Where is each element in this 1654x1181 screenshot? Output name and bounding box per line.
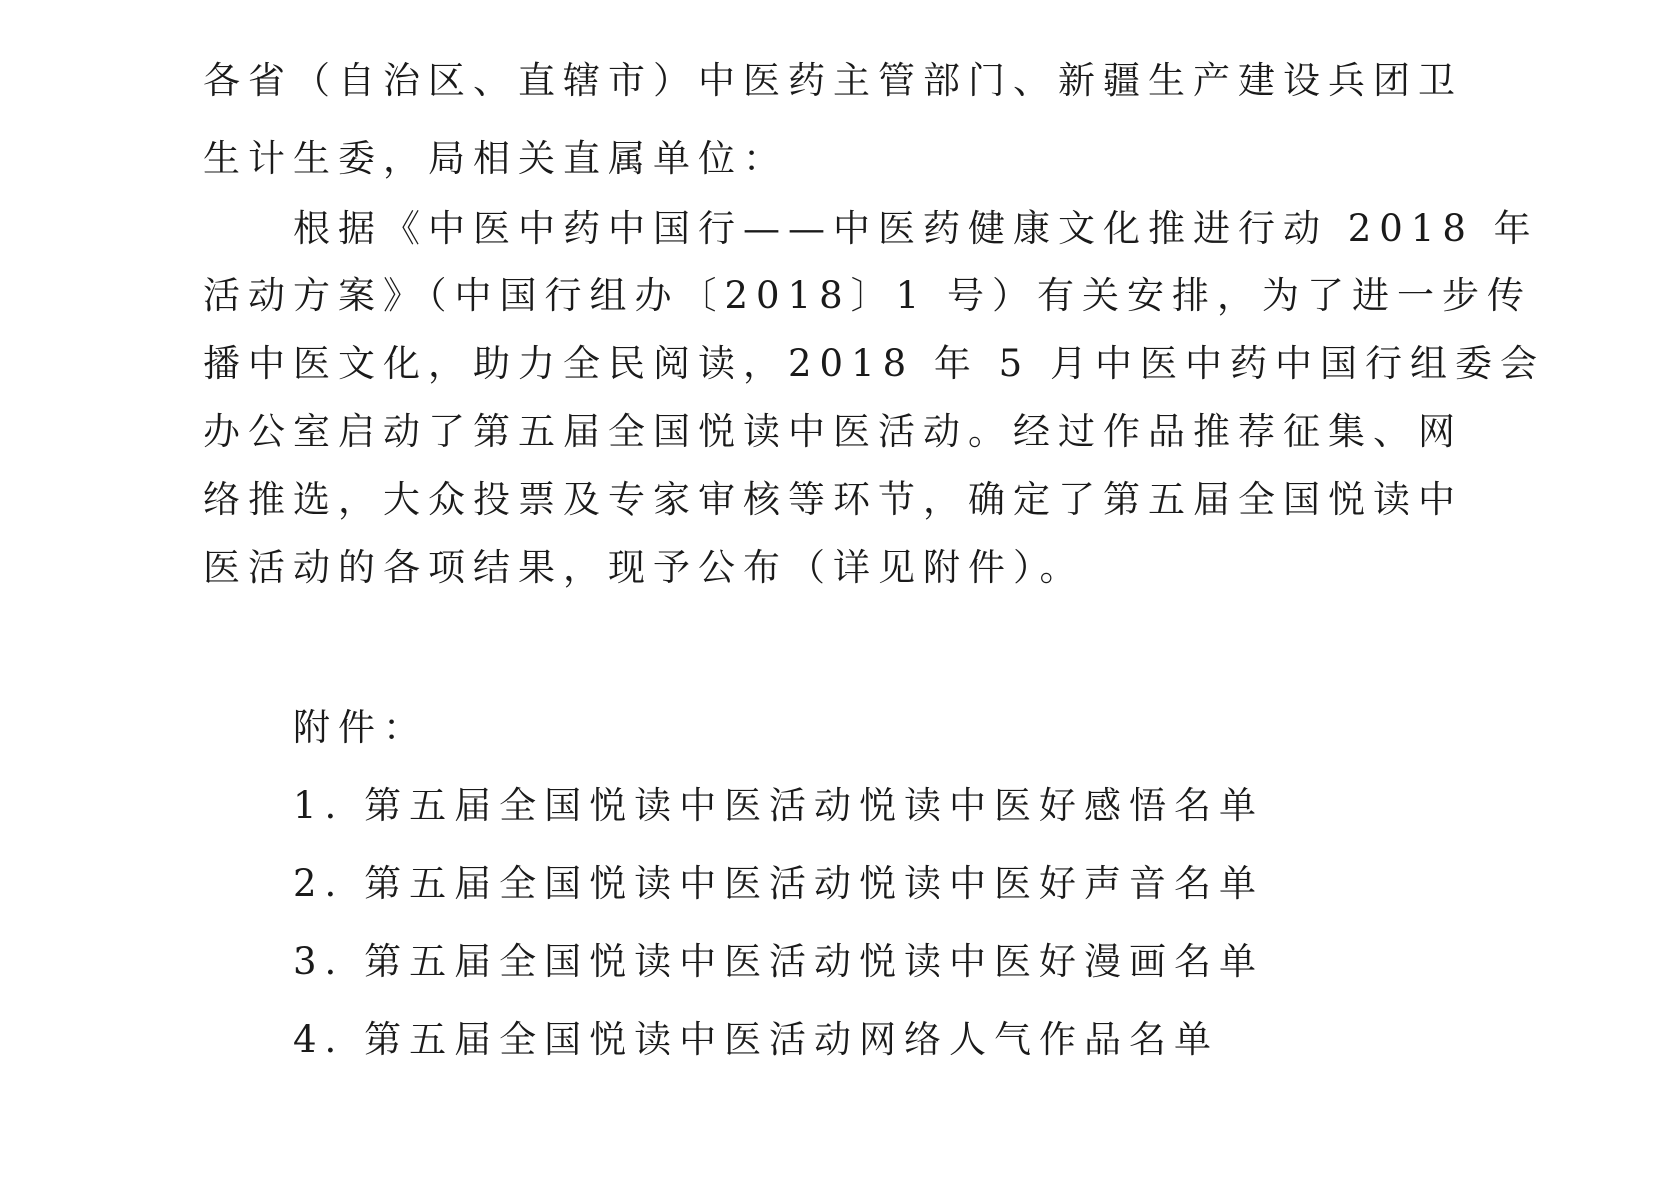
salutation-line-1: 各省（自治区、直辖市）中医药主管部门、新疆生产建设兵团卫 bbox=[203, 59, 1463, 102]
attachment-item-3: 3. 第五届全国悦读中医活动悦读中医好漫画名单 bbox=[293, 940, 1265, 983]
paragraph-line-3: 播中医文化，助力全民阅读，2018 年 5 月中医中药中国行组委会 bbox=[203, 342, 1545, 385]
paragraph-line-2: 活动方案》（中国行组办〔2018〕1 号）有关安排，为了进一步传 bbox=[203, 274, 1532, 317]
paragraph-line-1: 根据《中医中药中国行——中医药健康文化推进行动 2018 年 bbox=[293, 207, 1539, 250]
paragraph-line-6: 医活动的各项结果，现予公布（详见附件）。 bbox=[203, 546, 1085, 589]
attachment-item-4: 4. 第五届全国悦读中医活动网络人气作品名单 bbox=[293, 1018, 1220, 1061]
salutation-line-2: 生计生委，局相关直属单位： bbox=[203, 137, 788, 180]
paragraph-line-5: 络推选，大众投票及专家审核等环节，确定了第五届全国悦读中 bbox=[203, 478, 1463, 521]
attachments-heading: 附件： bbox=[293, 706, 428, 749]
paragraph-line-4: 办公室启动了第五届全国悦读中医活动。经过作品推荐征集、网 bbox=[203, 410, 1463, 453]
attachment-item-2: 2. 第五届全国悦读中医活动悦读中医好声音名单 bbox=[293, 862, 1265, 905]
attachment-item-1: 1. 第五届全国悦读中医活动悦读中医好感悟名单 bbox=[293, 784, 1265, 827]
